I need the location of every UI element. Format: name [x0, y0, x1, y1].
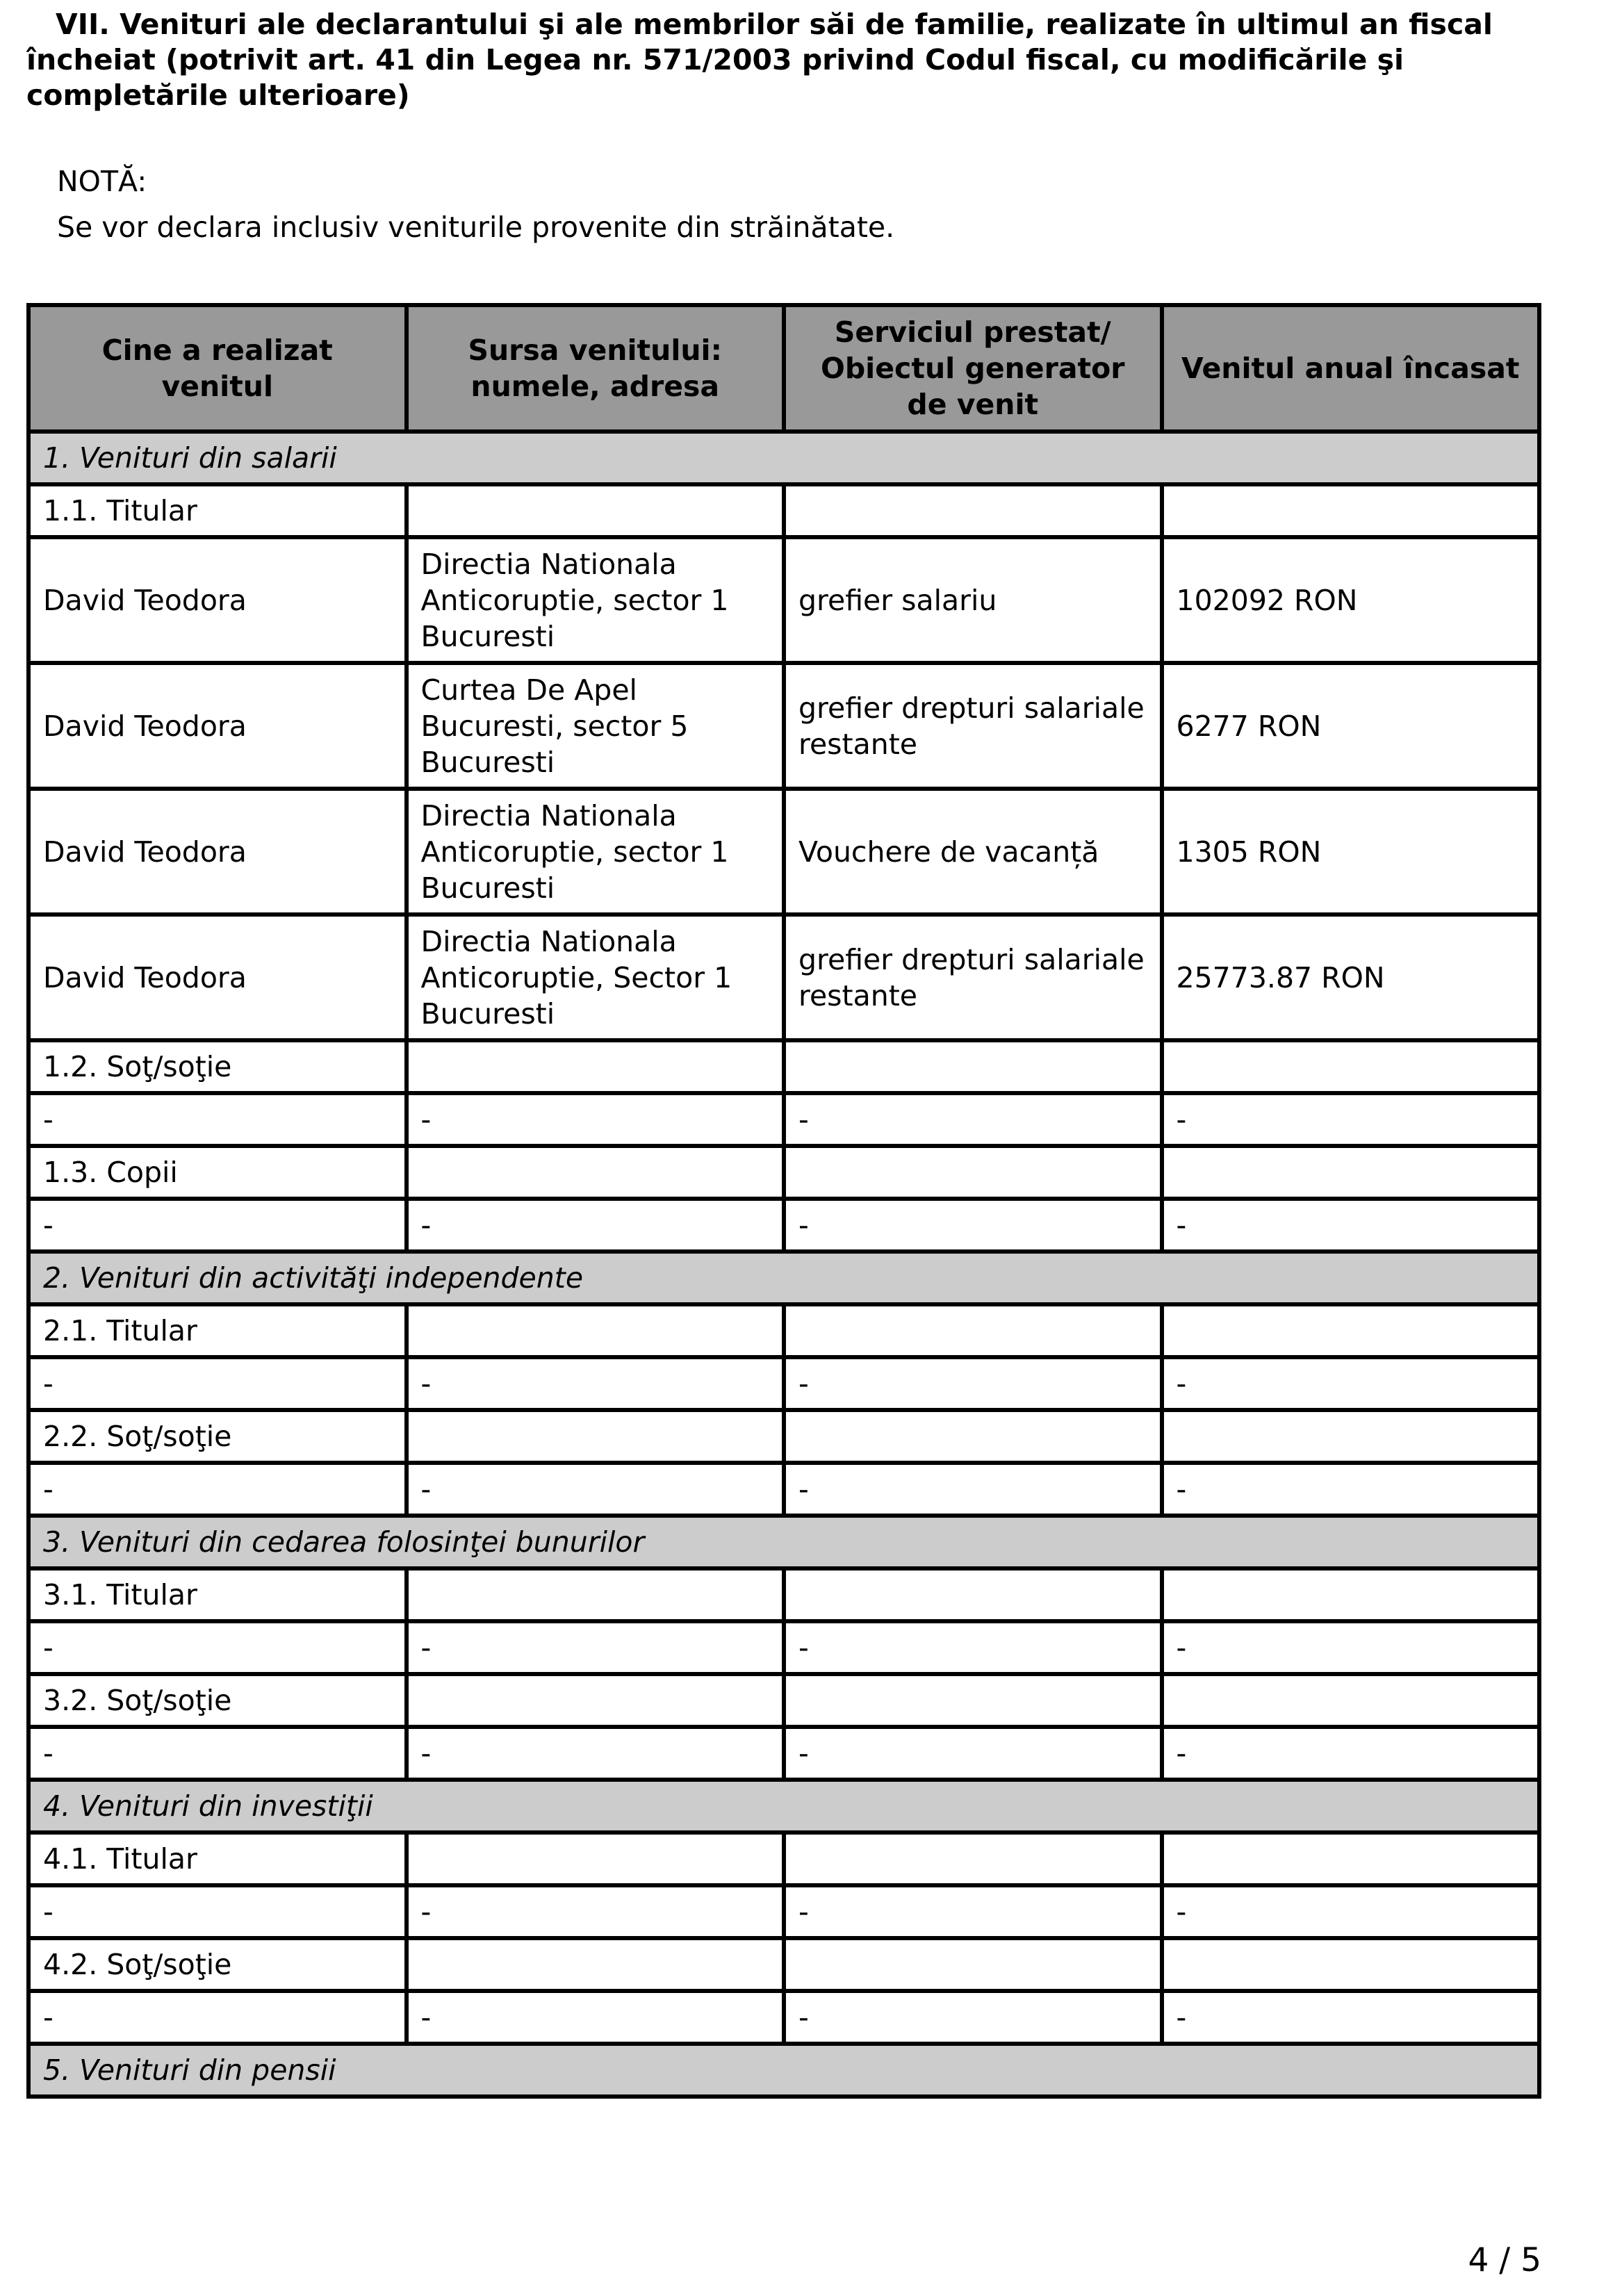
- subsection-label: 2.1. Titular: [28, 1304, 407, 1357]
- subsection-row: [28, 1410, 1539, 1463]
- cell-service: Vouchere de vacanță: [784, 789, 1162, 915]
- subsection-label: 4.2. Soţ/soţie: [28, 1938, 407, 1991]
- empty-cell: [407, 1410, 785, 1463]
- cell-income: -: [1162, 1727, 1540, 1780]
- cell-income: -: [1162, 1199, 1540, 1252]
- placeholder-row: [28, 1463, 1539, 1516]
- empty-cell: [784, 1674, 1162, 1727]
- cell-income: -: [1162, 1991, 1540, 2044]
- cell-source: -: [407, 1621, 785, 1674]
- subsection-row: [28, 1832, 1539, 1885]
- section-row: [28, 1516, 1539, 1568]
- empty-cell: [1162, 1146, 1540, 1199]
- subsection-row: [28, 484, 1539, 537]
- placeholder-row: [28, 1199, 1539, 1252]
- cell-service: -: [784, 1621, 1162, 1674]
- cell-source: -: [407, 1463, 785, 1516]
- section-label: 3. Venituri din cedarea folosinţei bunurilor: [28, 1516, 1539, 1568]
- cell-service: grefier drepturi salariale restante: [784, 915, 1162, 1040]
- cell-service: -: [784, 1991, 1162, 2044]
- section-label: 1. Venituri din salarii: [28, 432, 1539, 484]
- table-row: [28, 537, 1539, 663]
- subsection-label: 1.2. Soţ/soţie: [28, 1040, 407, 1093]
- subsection-row: [28, 1304, 1539, 1357]
- cell-income: 6277 RON: [1162, 663, 1540, 789]
- cell-who: David Teodora: [28, 537, 407, 663]
- subsection-row: [28, 1568, 1539, 1621]
- cell-income: -: [1162, 1463, 1540, 1516]
- section-row: [28, 1780, 1539, 1832]
- cell-source: -: [407, 1093, 785, 1146]
- cell-service: -: [784, 1727, 1162, 1780]
- empty-cell: [784, 1568, 1162, 1621]
- empty-cell: [407, 1040, 785, 1093]
- cell-who: David Teodora: [28, 789, 407, 915]
- table-body: [28, 432, 1539, 2097]
- table-row: [28, 663, 1539, 789]
- empty-cell: [1162, 1410, 1540, 1463]
- cell-source: -: [407, 1199, 785, 1252]
- cell-who: -: [28, 1621, 407, 1674]
- cell-who: -: [28, 1885, 407, 1938]
- empty-cell: [1162, 1568, 1540, 1621]
- placeholder-row: [28, 1885, 1539, 1938]
- subsection-label: 2.2. Soţ/soţie: [28, 1410, 407, 1463]
- cell-who: -: [28, 1463, 407, 1516]
- cell-source: Directia Nationala Anticoruptie, sector 1 Bucuresti: [407, 537, 785, 663]
- subsection-label: 3.1. Titular: [28, 1568, 407, 1621]
- note-label: NOTĂ:: [57, 165, 147, 198]
- cell-who: David Teodora: [28, 663, 407, 789]
- page-number: 4 / 5: [1468, 2241, 1541, 2279]
- cell-income: -: [1162, 1093, 1540, 1146]
- cell-who: -: [28, 1357, 407, 1410]
- empty-cell: [407, 1568, 785, 1621]
- cell-income: -: [1162, 1357, 1540, 1410]
- cell-service: -: [784, 1885, 1162, 1938]
- section-heading: VII. Venituri ale declarantului şi ale membrilor săi de familie, realizate în ultimul an fiscal încheiat (potrivit art. 41 din Legea nr. 571/2003 privind Codul fiscal, cu modificările şi completările ulterioare): [26, 8, 1493, 112]
- placeholder-row: [28, 1093, 1539, 1146]
- cell-service: -: [784, 1199, 1162, 1252]
- empty-cell: [784, 1040, 1162, 1093]
- note-text: Se vor declara inclusiv veniturile provenite din străinătate.: [57, 211, 895, 244]
- cell-income: 1305 RON: [1162, 789, 1540, 915]
- cell-service: -: [784, 1093, 1162, 1146]
- income-table: [26, 303, 1541, 2099]
- cell-who: -: [28, 1199, 407, 1252]
- section-row: [28, 2044, 1539, 2097]
- subsection-row: [28, 1938, 1539, 1991]
- table-row: [28, 915, 1539, 1040]
- subsection-row: [28, 1146, 1539, 1199]
- cell-source: Directia Nationala Anticoruptie, Sector 1 Bucuresti: [407, 915, 785, 1040]
- cell-service: grefier drepturi salariale restante: [784, 663, 1162, 789]
- empty-cell: [407, 484, 785, 537]
- header-source: Sursa venitului: numele, adresa: [407, 305, 785, 432]
- subsection-label: 4.1. Titular: [28, 1832, 407, 1885]
- cell-source: -: [407, 1991, 785, 2044]
- empty-cell: [1162, 1938, 1540, 1991]
- cell-service: -: [784, 1463, 1162, 1516]
- placeholder-row: [28, 1727, 1539, 1780]
- section-label: 4. Venituri din investiţii: [28, 1780, 1539, 1832]
- empty-cell: [1162, 484, 1540, 537]
- cell-source: -: [407, 1885, 785, 1938]
- cell-income: -: [1162, 1885, 1540, 1938]
- empty-cell: [407, 1146, 785, 1199]
- subsection-label: 1.3. Copii: [28, 1146, 407, 1199]
- header-service: Serviciul prestat/ Obiectul generator de venit: [784, 305, 1162, 432]
- subsection-label: 1.1. Titular: [28, 484, 407, 537]
- empty-cell: [407, 1832, 785, 1885]
- note-block: [57, 158, 894, 250]
- cell-income: 25773.87 RON: [1162, 915, 1540, 1040]
- section-row: [28, 432, 1539, 484]
- empty-cell: [1162, 1040, 1540, 1093]
- cell-who: David Teodora: [28, 915, 407, 1040]
- cell-service: -: [784, 1357, 1162, 1410]
- empty-cell: [1162, 1832, 1540, 1885]
- empty-cell: [784, 1146, 1162, 1199]
- empty-cell: [407, 1304, 785, 1357]
- section-row: [28, 1252, 1539, 1304]
- empty-cell: [407, 1938, 785, 1991]
- empty-cell: [1162, 1304, 1540, 1357]
- section-label: 5. Venituri din pensii: [28, 2044, 1539, 2097]
- subsection-row: [28, 1674, 1539, 1727]
- placeholder-row: [28, 1621, 1539, 1674]
- cell-source: Curtea De Apel Bucuresti, sector 5 Bucuresti: [407, 663, 785, 789]
- subsection-row: [28, 1040, 1539, 1093]
- empty-cell: [784, 484, 1162, 537]
- empty-cell: [407, 1674, 785, 1727]
- empty-cell: [1162, 1674, 1540, 1727]
- section-label: 2. Venituri din activităţi independente: [28, 1252, 1539, 1304]
- header-income: Venitul anual încasat: [1162, 305, 1540, 432]
- cell-income: -: [1162, 1621, 1540, 1674]
- cell-source: -: [407, 1357, 785, 1410]
- placeholder-row: [28, 1357, 1539, 1410]
- header-row: [28, 305, 1539, 432]
- empty-cell: [784, 1832, 1162, 1885]
- header-who: Cine a realizat venitul: [28, 305, 407, 432]
- cell-service: grefier salariu: [784, 537, 1162, 663]
- cell-source: Directia Nationala Anticoruptie, sector 1 Bucuresti: [407, 789, 785, 915]
- cell-who: -: [28, 1727, 407, 1780]
- subsection-label: 3.2. Soţ/soţie: [28, 1674, 407, 1727]
- empty-cell: [784, 1304, 1162, 1357]
- placeholder-row: [28, 1991, 1539, 2044]
- cell-who: -: [28, 1093, 407, 1146]
- cell-who: -: [28, 1991, 407, 2044]
- cell-source: -: [407, 1727, 785, 1780]
- empty-cell: [784, 1938, 1162, 1991]
- cell-income: 102092 RON: [1162, 537, 1540, 663]
- table-row: [28, 789, 1539, 915]
- empty-cell: [784, 1410, 1162, 1463]
